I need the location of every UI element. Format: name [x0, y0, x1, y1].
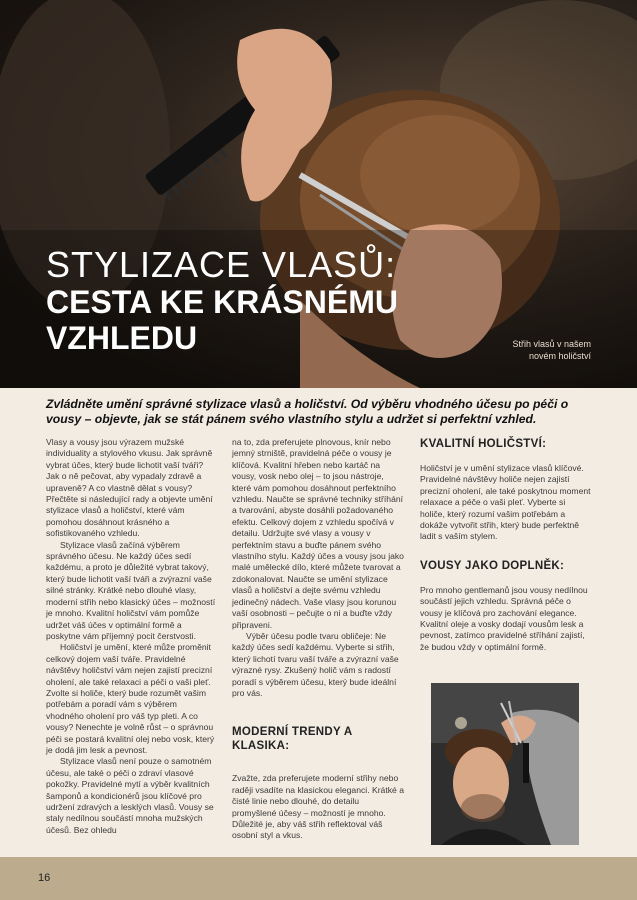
col2-paragraph-3: Zvažte, zda preferujete moderní střihy nebo raději vsadíte na klasickou eleganci. Krátké a čisté linie nebo dlouhé, do detailu promyšlené účesy – možností je mnoho. Důležité je, aby váš střih reflektoval váš osobní styl a vkus.: [232, 773, 404, 841]
photo-caption: Střih vlasů v našem novém holičství: [512, 339, 591, 361]
col3-paragraph-2: Pro mnoho gentlemanů jsou vousy nedílnou součástí jejich vzhledu. Správná péče o vousy je klíčová pro zachování elegance. Kvalitní oleje a vosky dodají vousům lesk a pevnost, zatímco pravidelné stříhání zajistí, že budou vždy v optimální formě.: [420, 584, 588, 652]
column-3: [420, 437, 592, 653]
col2-paragraph-2: Výběr účesu podle tvaru obličeje: Ne každý účes sedí každému. Vyberte si střih, který lichotí tvaru vaší tváře a zvýrazní vaše výrazné rysy. Zkušený holič vám s radostí poradí s výběrem účesu, který bude ideální pro vás.: [232, 630, 399, 698]
lead-paragraph: Zvládněte umění správné stylizace vlasů a holičství. Od výběru vhodného účesu po péči o vousy – objevte, jak se stát pánem svého vlastního stylu a udržet si perfektní vzhled.: [46, 397, 569, 426]
title-line-1: STYLIZACE VLASŮ:: [46, 244, 397, 285]
barber-illustration: [431, 683, 579, 845]
col2-paragraph-1: na to, zda preferujete plnovous, knír nebo jemný strniště, pravidelná péče o vousy je klíčová. Kvalitní hřeben nebo kartáč na vousy, vosk nebo olej – to jsou nástroje, které vám pomohou dosáhnout perfektního vzhledu. Naučte se správné techniky stříhání a tvarování, abyste dosáhli požadovaného efektu. Celkový dojem z vzhledu spočívá v detailu. Udržujte své vlasy a vousy v perfektním stavu a buďte pánem svého vlastního stylu. Každý účes a vousy jsou jako malé umělecké dílo, které můžete tvarovat a zdokonalovat. Naučte se umění stylizace vlasů a holičství a dejte svému vzhledu jedinečný nádech. Vaše vlasy jsou korunou vaší osobnosti – pečujte o ni a buďte vždy připraveni.: [232, 437, 404, 630]
title-line-2: CESTA KE KRÁSNÉMU VZHLEDU: [46, 284, 399, 356]
col1-paragraph-2: Stylizace vlasů začíná výběrem správného účesu. Ne každý účes sedí každému, a proto je důležité vybrat takový, který bude lichotit vaší tváři a zvýrazní vaše silné stránky. Krátké nebo dlouhé vlasy, moderní střih nebo klasický účes – možností je mnoho. Kvalitní holičství vám pomůže udržet váš účes v optimální formě a poskytne vám příjemný pocit čerstvosti.: [46, 539, 216, 641]
heading-modern-trends: MODERNÍ TRENDY A KLASIKA:: [232, 726, 353, 753]
col3-paragraph-1: Holičství je v umění stylizace vlasů klíčové. Pravidelné návštěvy holiče nejen zajistí precizní oholení, ale také poskytnou moment relaxace a péče o vaši pleť. Vyberte si holiče, který rozumí vašim potřebám a dokáže vytvořit střih, který bude perfektně ladit s vaším stylem.: [420, 463, 591, 542]
footer-band: [0, 857, 637, 900]
heading-quality-barber: KVALITNÍ HOLIČSTVÍ:: [420, 438, 547, 450]
barber-photo: [431, 683, 579, 845]
col1-paragraph-4: Stylizace vlasů není pouze o samotném účesu, ale také o péči o zdraví vlasové pokožky. Pravidelné mytí a výběr kvalitních šamponů a kondicionérů jsou klíčové pro udržení zdravých a lesklých vlasů. Vousy se staly nedílnou součástí mnoha mužských účesů. Bez ohledu: [46, 756, 214, 835]
column-1: [46, 437, 216, 836]
heading-beard: VOUSY JAKO DOPLNĚK:: [420, 559, 565, 572]
column-2: [232, 437, 405, 842]
col1-paragraph-1: Vlasy a vousy jsou výrazem mužské individuality a stylového vkusu. Jak správně vybrat účes, který bude lichotit vaší tváři? Jak o ně pečovat, aby vypadaly zdravě a upraveně? A co vlastně dělat s vousy? Přečtěte si následující rady a objevte umění stylizace vlasů a holičství, které vám pomohou dosáhnout krásného a sofistikovaného vzhledu.: [46, 437, 213, 539]
page-number: 16: [38, 872, 51, 884]
col1-paragraph-3: Holičství je umění, které může proměnit celkový dojem vaší tváře. Pravidelné návštěvy holičství vám nejen zajistí precizní oholení, ale také relaxaci a péči o vaši pleť. Zvolte si holiče, který bude rozumět vašim potřebám a poradí vám s výběrem vhodného oholení pro váš typ pleti. A co vousy? Nenechte je volně růst – o správnou péči se postará kvalitní olej nebo vosk, který je dodá jim lesk a pevnost.: [46, 642, 215, 755]
hero-photo: [0, 0, 637, 388]
